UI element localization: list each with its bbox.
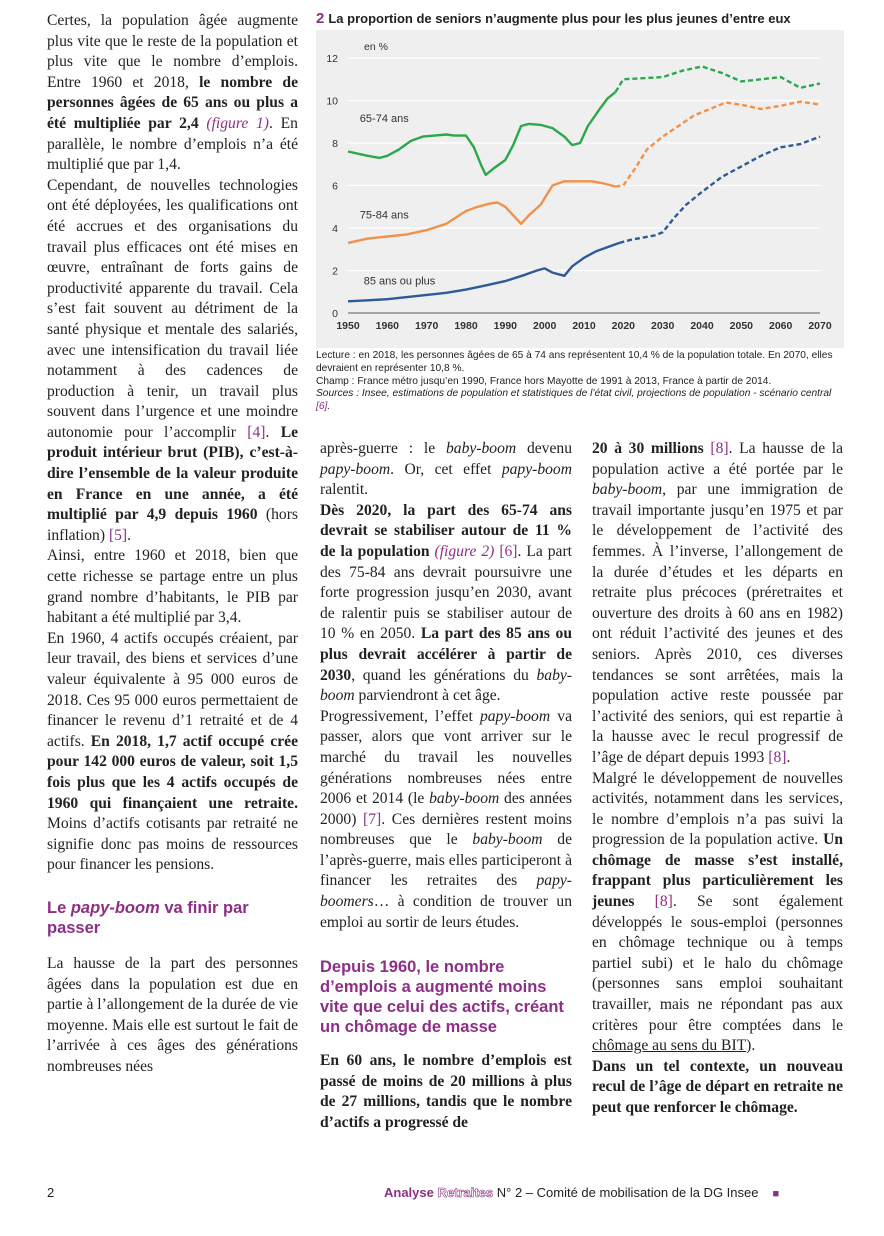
x-tick-label: 2050 xyxy=(729,320,754,332)
x-tick-label: 2060 xyxy=(768,320,793,332)
figure-number: 2 xyxy=(316,10,325,27)
line-chart xyxy=(316,30,844,348)
figure-2-link[interactable]: (figure 2) xyxy=(429,542,495,560)
y-tick-label: 12 xyxy=(326,53,338,65)
ref-link[interactable]: [8] xyxy=(703,440,729,457)
x-tick-label: 1980 xyxy=(454,320,478,332)
footer-brand-analyse: Analyse xyxy=(384,1185,434,1200)
paragraph: Certes, la population âgée augmente plus vite que le reste de la population et plus vite que le nombre d’emplois. Entre 1960 et 2018, le nombre de personnes âgées de 65 ans ou plus a été multipliée par 2,4 (figure 1). En parallèle, le nombre d’emplois n’a été multiplié que par 1,4. xyxy=(47,12,299,174)
figure-title xyxy=(316,10,876,27)
x-tick-label: 1960 xyxy=(375,320,400,332)
footer-publication xyxy=(384,1185,844,1200)
series-label: 75-84 ans xyxy=(359,209,409,222)
paragraph: Progressivement, l’effet papy-boom va passer, alors que vont arriver sur le marché du travail les nouvelles générations nombreuses nées entre 2006 et 2014 (le baby-boom des années 2000) [7]. Ces dernières restent moins nombreuses que le baby-boom de l’après-guerre, mais elles participeront à financer les retraites des papy-boomers… à condition de trouver un emploi au sortir de leurs études. xyxy=(320,707,573,931)
figure-title-text: La proportion de seniors n’augmente plus pour les plus jeunes d’entre eux xyxy=(328,11,791,26)
x-tick-label: 2020 xyxy=(611,320,636,332)
figure-notes xyxy=(316,350,844,414)
chart-container xyxy=(316,30,844,348)
paragraph: En 1960, 4 actifs occupés créaient, par leur travail, des biens et services d’une valeur équivalente à 95 000 euros de 2018. Ces 95 000 euros permettaient de financer le revenu d’1 retraité et de 4 actifs. En 2018, 1,7 actif occupé crée pour 142 000 euros de valeur, soit 1,5 fois plus que les 4 actifs occupés de 1960 qui finançaient une retraite. Moins d’actifs cotisants par retraité ne signifie donc pas moins de ressources pour financer les pensions. xyxy=(47,629,298,874)
paragraph: Dans un tel contexte, un nouveau recul de l’âge de départ en retraite ne peut que renforcer le chômage. xyxy=(592,1057,843,1116)
y-tick-label: 10 xyxy=(326,95,338,108)
x-tick-label: 2010 xyxy=(572,320,596,332)
figure-champ: Champ : France métro jusqu’en 1990, France hors Mayotte de 1991 à 2013, France à partir de 2014. xyxy=(316,375,772,387)
x-tick-label: 1990 xyxy=(493,320,518,332)
figure-sources-end: . xyxy=(327,401,331,413)
figure-sources-ref[interactable]: [6] xyxy=(316,401,328,413)
paragraph: En 60 ans, le nombre d’emplois est passé de moins de 20 millions à plus de 27 millions, tandis que le nombre d’actifs a progressé de xyxy=(320,1052,572,1132)
y-tick-label: 0 xyxy=(332,308,338,320)
y-tick-label: 8 xyxy=(332,138,338,150)
column-1 xyxy=(47,11,298,1078)
x-tick-label: 1950 xyxy=(336,320,360,332)
section-heading: Le papy-boom va finir par passer xyxy=(47,898,249,937)
footer-text: N° 2 – Comité de mobilisation de la DG Insee xyxy=(493,1185,759,1200)
page-number: 2 xyxy=(47,1185,55,1200)
y-tick-label: 4 xyxy=(332,223,338,235)
ref-link[interactable]: [6] xyxy=(499,542,518,560)
x-tick-label: 2030 xyxy=(650,320,675,332)
ref-link[interactable]: [8] xyxy=(768,748,787,766)
y-tick-label: 6 xyxy=(332,180,338,193)
paragraph: Malgré le développement de nouvelles activités, notamment dans les services, le nombre d’emplois n’a pas suivi la progression de la population active. Un chômage de masse s’est installé, frappant plus particulièrement les jeunes [8]. Se sont également développés le sous-emploi (personnes en chômage technique ou à temps partiel subi) et le halo du chômage (personnes sans emploi souhaitant travailler, mais ne répondant pas aux critères pour être comptées dans le chômage au sens du BIT). xyxy=(592,769,843,1055)
paragraph: Ainsi, entre 1960 et 2018, bien que cette richesse se partage entre un plus grand nombre d’habitants, le PIB par habitant a été multiplié par 3,4. xyxy=(47,547,298,627)
y-axis-unit: en % xyxy=(364,41,388,53)
footer-brand-retraites: Retraites xyxy=(437,1185,494,1200)
figure-1-link[interactable]: (figure 1) xyxy=(198,114,269,132)
figure-lecture: Lecture : en 2018, les personnes âgées de 65 à 74 ans représentent 10,4 % de la population totale. En 2070, elles devraient en représenter 10,8 %. xyxy=(316,350,833,374)
ref-link[interactable]: [7] xyxy=(363,810,382,828)
paragraph: Cependant, de nouvelles technologies ont été déployées, les qualifications ont été accrues et des organisations du travail plus efficaces ont été mises en œuvre, entraînant de forts gains de productivité apparente du travail. Cela s’est fait souvent au détriment de la santé physique et mentale des salariés, avec une intensification du travail liée notamment à des cadences de production à tenir, un travail plus souvent dans l’urgence et une moindre autonomie pour l’accomplir [4]. Le produit intérieur brut (PIB), c’est-à-dire l’ensemble de la valeur produite en France en une année, a été multiplié par 4,9 depuis 1960 (hors inflation) [5]. xyxy=(47,176,299,544)
section-heading: Depuis 1960, le nombre d’emplois a augmenté moins vite que celui des actifs, créant un chômage de masse xyxy=(320,958,564,1037)
figure-sources-text: Sources : Insee, estimations de population et statistiques de l’état civil, projections de population - scénario central xyxy=(316,388,832,400)
ref-link[interactable]: [4] xyxy=(247,423,266,441)
x-tick-label: 2070 xyxy=(808,320,832,332)
paragraph: 20 à 30 millions [8]. La hausse de la population active a été portée par le baby-boom, par une immigration de travail importante jusqu’en 1975 et par le développement de l’activité des femmes. À l’inverse, l’allongement de la durée d’études et les départs en retraite plus précoces (préretraites et ouverture des droits à 60 ans en 1982) ont réduit l’activité des jeunes et des seniors. Après 2010, ces diverses tendances se sont arrêtées, mais la population active reste poussée par l’activité des seniors, qui est repartie à la hausse avec le recul progressif de l’âge de départ depuis 1993 [8]. xyxy=(592,440,843,766)
x-tick-label: 2040 xyxy=(690,320,714,332)
x-tick-label: 2000 xyxy=(532,320,557,332)
y-tick-label: 2 xyxy=(332,265,338,278)
column-3 xyxy=(592,439,843,1119)
paragraph: La hausse de la part des personnes âgées dans la population est due en partie à l’allongement de la durée de vie moyenne. Mais elle est surtout le fait de l’arrivée à ces âges des générations nombreuses nées xyxy=(47,954,298,1075)
ref-link[interactable]: [8] xyxy=(654,893,673,911)
series-label: 85 ans ou plus xyxy=(363,275,436,288)
paragraph: Dès 2020, la part des 65-74 ans devrait se stabiliser autour de 11 % de la population (figure 2) [6]. La part des 75-84 ans devrait poursuivre une forte progression jusqu’en 2030, avant de ralentir puis se stabiliser autour de 10 % en 2050. La part des 85 ans ou plus devrait accélérer à partir de 2030, quand les générations du baby-boom parviendront à cet âge. xyxy=(320,501,572,705)
paragraph: après-guerre : le baby-boom devenu papy-boom. Or, cet effet papy-boom ralentit. xyxy=(320,440,572,499)
footer-square-icon: ■ xyxy=(772,1188,780,1200)
series-label: 65-74 ans xyxy=(359,112,409,125)
figure-sources xyxy=(316,388,844,414)
bit-link[interactable]: chômage au sens du BIT xyxy=(592,1037,747,1055)
column-2 xyxy=(320,439,572,1134)
x-tick-label: 1970 xyxy=(414,320,439,332)
ref-link[interactable]: [5] xyxy=(108,526,128,544)
